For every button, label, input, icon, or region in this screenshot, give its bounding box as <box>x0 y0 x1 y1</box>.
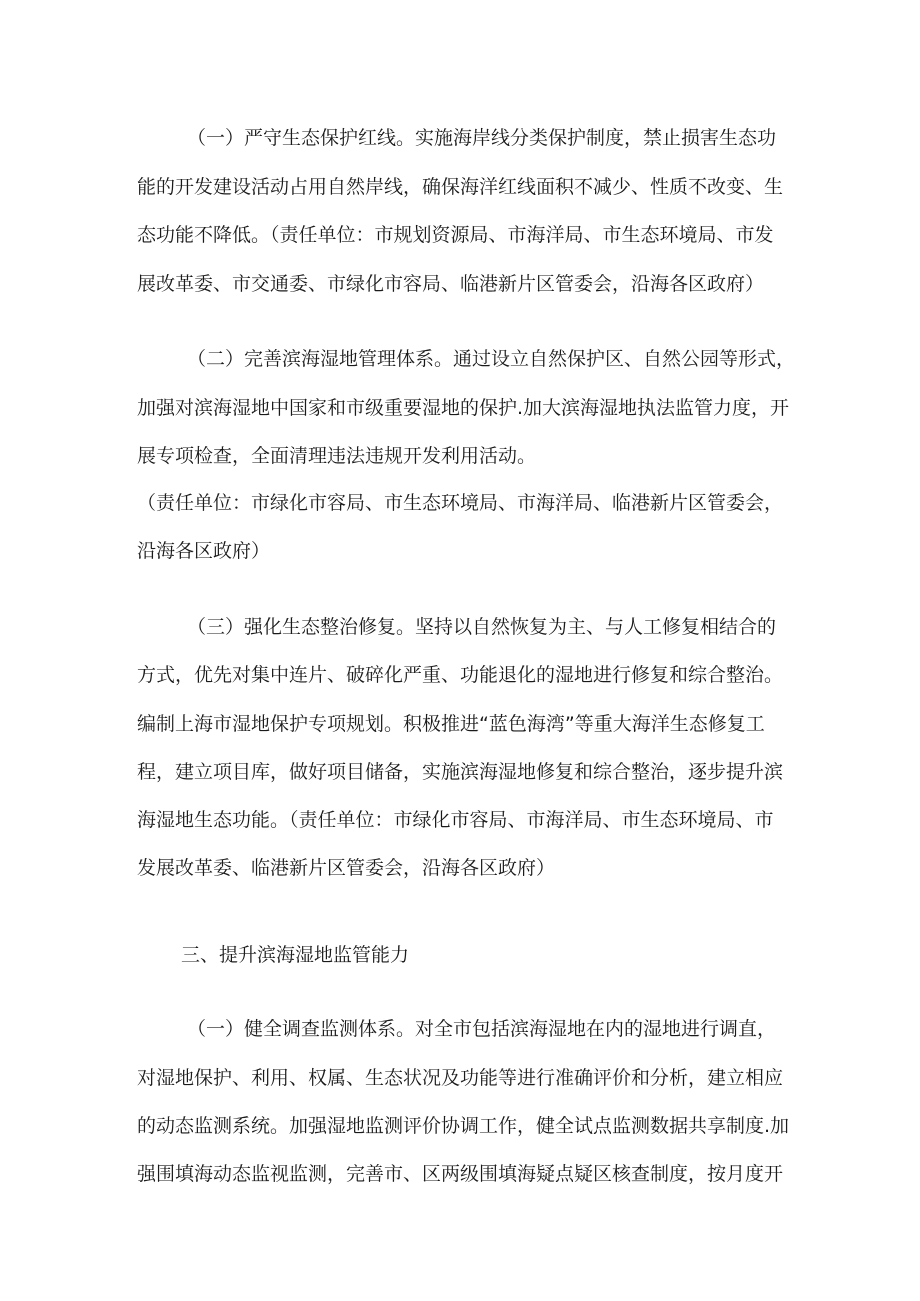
paragraph-2-line-4: （责任单位：市绿化市容局、市生态环境局、市海洋局、临港新片区管委会， <box>137 492 784 514</box>
paragraph-3-line-6: 发展改革委、临港新片区管委会，沿海各区政府） <box>137 857 556 879</box>
paragraph-1-line-1: （一）严守生态保护红线。实施海岸线分类保护制度，禁止损害生态功 <box>187 127 777 149</box>
section-3-heading: 三、提升滨海湿地监管能力 <box>181 944 410 966</box>
paragraph-1-line-4: 展改革委、市交通委、市绿化市容局、临港新片区管委会，沿海各区政府） <box>137 273 765 295</box>
paragraph-1-line-3: 态功能不降低。（责任单位：市规划资源局、市海洋局、市生态环境局、市发 <box>137 224 774 246</box>
paragraph-4-line-2: 对湿地保护、利用、权属、生态状况及功能等进行准确评价和分析，建立相应 <box>137 1067 784 1089</box>
paragraph-3-line-1: （三）强化生态整治修复。坚持以自然恢复为主、与人工修复相结合的 <box>187 616 777 638</box>
paragraph-2-line-1: （二）完善滨海湿地管理体系。通过设立自然保护区、自然公园等形式， <box>187 348 796 370</box>
paragraph-4-line-3: 的动态监测系统。加强湿地监测评价协调工作，健全试点监测数据共享制度.加 <box>137 1115 790 1137</box>
paragraph-3-line-2: 方式，优先对集中连片、破碎化严重、功能退化的湿地进行修复和综合整治。 <box>137 664 784 686</box>
paragraph-3-line-4: 程，建立项目库，做好项目储备，实施滨海湿地修复和综合整治，逐步提升滨 <box>137 761 784 783</box>
paragraph-2-line-5: 沿海各区政府） <box>137 540 271 562</box>
paragraph-2-line-3: 展专项检查，全面清理违法违规开发利用活动。 <box>137 445 537 467</box>
paragraph-1-line-2: 能的开发建设活动占用自然岸线，确保海洋红线面积不减少、性质不改变、生 <box>137 176 784 198</box>
paragraph-3-line-5: 海湿地生态功能。（责任单位：市绿化市容局、市海洋局、市生态环境局、市 <box>137 809 774 831</box>
paragraph-4-line-4: 强围填海动态监视监测，完善市、区两级围填海疑点疑区核查制度，按月度开 <box>137 1163 784 1185</box>
paragraph-2-line-2: 加强对滨海湿地中国家和市级重要湿地的保护.加大滨海湿地执法监管力度，开 <box>137 397 790 419</box>
paragraph-4-line-1: （一）健全调查监测体系。对全市包括滨海湿地在内的湿地进行调直， <box>187 1018 777 1040</box>
paragraph-3-line-3: 编制上海市湿地保护专项规划。积极推进“蓝色海湾”等重大海洋生态修复工 <box>137 713 765 735</box>
